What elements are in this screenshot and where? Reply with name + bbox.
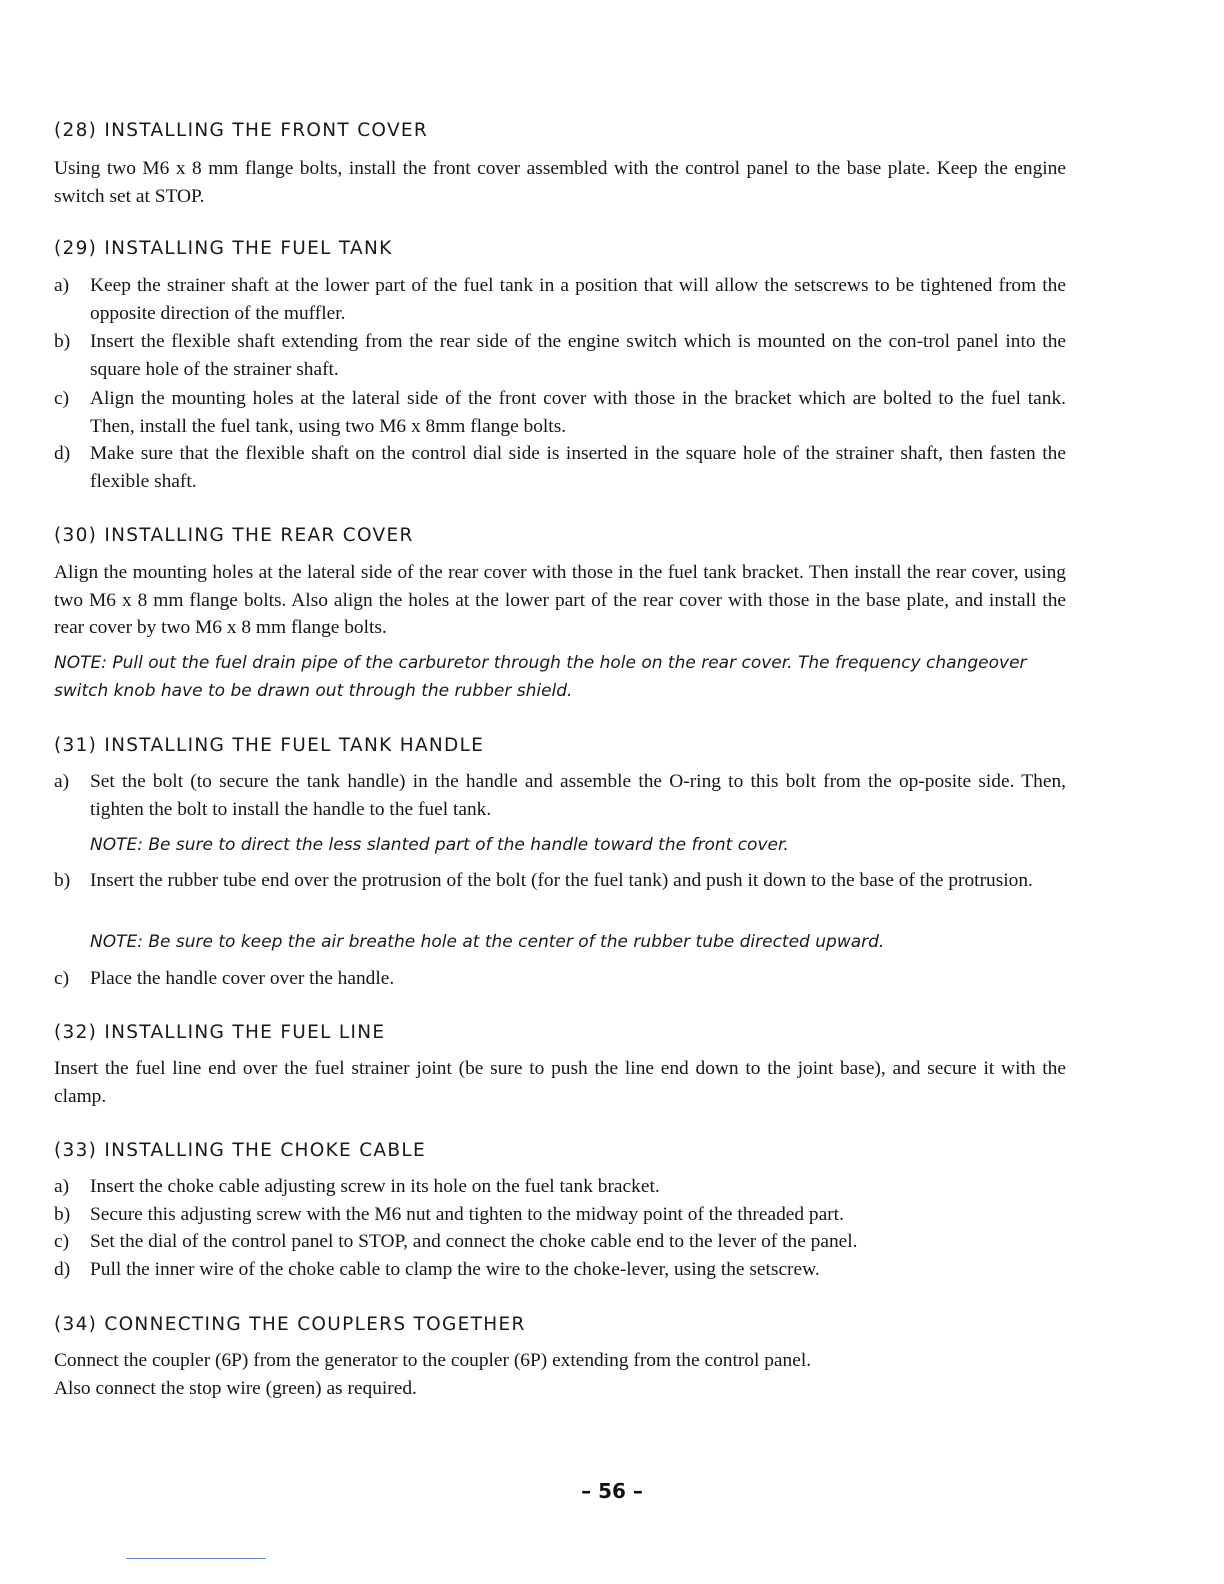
list-marker: a): [54, 275, 70, 296]
list-marker: b): [54, 870, 71, 891]
list-item-31b: [54, 867, 1066, 895]
list-item-29d: [54, 440, 1066, 495]
list-marker: a): [54, 1176, 70, 1197]
list-marker: c): [54, 968, 70, 989]
list-item-29c: [54, 385, 1066, 440]
list-item-33b: [54, 1201, 1066, 1229]
list-item-text: Set the dial of the control panel to STOP, and connect the choke cable end to the lever of the panel.: [90, 1231, 858, 1252]
list-marker: a): [54, 771, 70, 792]
list-item-text: Set the bolt (to secure the tank handle) in the handle and assemble the O-ring to this bolt from the op-posite side. Then, tighten the bolt to install the handle to the fuel tank.: [90, 771, 1066, 820]
section-heading-32: (32) INSTALLING THE FUEL LINE: [54, 1022, 386, 1043]
list-marker: d): [54, 1259, 71, 1280]
note-30: NOTE: Pull out the fuel drain pipe of the carburetor through the hole on the rear cover. The frequency changeover switch knob have to be drawn out through the rubber shield.: [54, 653, 1027, 701]
list-item-31a: [54, 768, 1066, 823]
list-item-31c: [54, 965, 1066, 993]
section-body-34-line-2: Also connect the stop wire (green) as required.: [54, 1378, 417, 1399]
section-body-32: Insert the fuel line end over the fuel strainer joint (be sure to push the line end down to the joint base), and secure it with the clamp.: [54, 1058, 1066, 1107]
list-item-text: Make sure that the flexible shaft on the control dial side is inserted in the square hole of the strainer shaft, then fasten the flexible shaft.: [90, 443, 1066, 492]
section-heading-33: (33) INSTALLING THE CHOKE CABLE: [54, 1140, 426, 1161]
note-31a: NOTE: Be sure to direct the less slanted part of the handle toward the front cover.: [90, 835, 789, 855]
list-item-text: Insert the flexible shaft extending from the rear side of the engine switch which is mounted on the con-trol panel into the square hole of the strainer shaft.: [90, 331, 1066, 380]
section-body-34-line-1: Connect the coupler (6P) from the generator to the coupler (6P) extending from the control panel.: [54, 1350, 812, 1371]
list-item-29a: [54, 272, 1066, 327]
section-heading-30: (30) INSTALLING THE REAR COVER: [54, 525, 414, 546]
list-marker: b): [54, 331, 71, 352]
section-heading-31: (31) INSTALLING THE FUEL TANK HANDLE: [54, 735, 485, 756]
scan-edge-rule: [126, 1558, 266, 1559]
list-item-text: Insert the rubber tube end over the protrusion of the bolt (for the fuel tank) and push it down to the base of the protrusion.: [90, 870, 1033, 891]
page-number: – 56 –: [581, 1479, 643, 1503]
list-item-text: Place the handle cover over the handle.: [90, 968, 395, 989]
list-marker: d): [54, 443, 71, 464]
section-heading-34: (34) CONNECTING THE COUPLERS TOGETHER: [54, 1314, 526, 1335]
list-item-text: Pull the inner wire of the choke cable to clamp the wire to the choke-lever, using the setscrew.: [90, 1259, 820, 1280]
list-item-33a: [54, 1173, 1066, 1201]
list-item-text: Align the mounting holes at the lateral side of the front cover with those in the bracket which are bolted to the fuel tank. Then, install the fuel tank, using two M6 x 8mm flange bolts.: [90, 388, 1066, 437]
list-marker: c): [54, 1231, 70, 1252]
list-item-text: Keep the strainer shaft at the lower part of the fuel tank in a position that will allow the setscrews to be tightened from the opposite direction of the muffler.: [90, 275, 1066, 324]
list-marker: b): [54, 1204, 71, 1225]
section-body-30: Align the mounting holes at the lateral side of the rear cover with those in the fuel tank bracket. Then install the rear cover, using two M6 x 8 mm flange bolts. Also align the holes at the lower part of the rear cover with those in the base plate, and install the rear cover by two M6 x 8 mm flange bolts.: [54, 562, 1066, 638]
section-heading-28: (28) INSTALLING THE FRONT COVER: [54, 120, 429, 141]
note-31b: NOTE: Be sure to keep the air breathe hole at the center of the rubber tube directed upward.: [90, 932, 885, 952]
section-heading-29: (29) INSTALLING THE FUEL TANK: [54, 238, 393, 259]
list-marker: c): [54, 388, 70, 409]
list-item-text: Insert the choke cable adjusting screw in its hole on the fuel tank bracket.: [90, 1176, 660, 1197]
list-item-33c: [54, 1228, 1066, 1256]
list-item-33d: [54, 1256, 1066, 1284]
list-item-29b: [54, 328, 1066, 383]
list-item-text: Secure this adjusting screw with the M6 nut and tighten to the midway point of the threaded part.: [90, 1204, 844, 1225]
section-body-28: Using two M6 x 8 mm flange bolts, install the front cover assembled with the control panel to the base plate. Keep the engine switch set at STOP.: [54, 158, 1066, 207]
